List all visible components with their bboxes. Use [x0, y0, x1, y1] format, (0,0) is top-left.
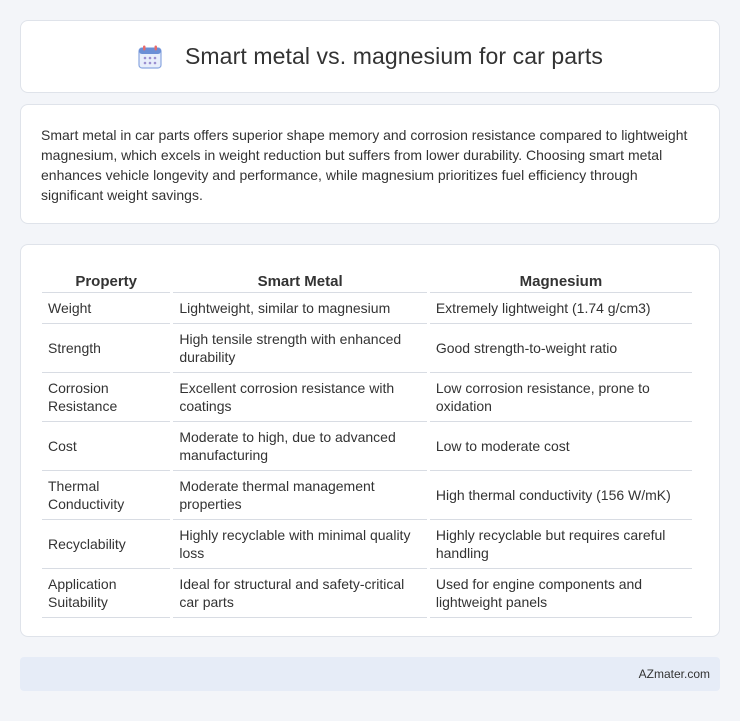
footer — [20, 657, 720, 691]
table-row — [42, 324, 692, 373]
intro-text: Smart metal in car parts offers superior shape memory and corrosion resistance compared to lightweight magnesium, which excels in weight reduction but suffers from lower durability. Choosing smart metal enhances vehicle longevity and performance, while magnesium prioritizes fuel efficiency through significant weight savings. — [41, 127, 688, 203]
intro-card — [20, 104, 720, 224]
calendar-icon — [137, 44, 163, 70]
smart-metal-cell: Moderate to high, due to advanced manufacturing — [173, 422, 426, 471]
table-row — [42, 471, 692, 520]
title-card — [20, 20, 720, 93]
magnesium-cell: Extremely lightweight (1.74 g/cm3) — [430, 293, 692, 324]
table-header-row — [42, 265, 692, 293]
smart-metal-cell: Ideal for structural and safety-critical car parts — [173, 569, 426, 618]
property-cell: Thermal Conductivity — [42, 471, 170, 520]
table-row — [42, 293, 692, 324]
table-card — [20, 244, 720, 637]
smart-metal-cell: Lightweight, similar to magnesium — [173, 293, 426, 324]
magnesium-cell: Good strength-to-weight ratio — [430, 324, 692, 373]
footer-brand: AZmater.com — [638, 667, 710, 681]
property-cell: Weight — [42, 293, 170, 324]
comparison-table — [39, 265, 695, 618]
header-magnesium: Magnesium — [430, 265, 692, 293]
smart-metal-cell: Highly recyclable with minimal quality loss — [173, 520, 426, 569]
table-row — [42, 373, 692, 422]
table-row — [42, 520, 692, 569]
table-row — [42, 569, 692, 618]
table-row — [42, 422, 692, 471]
smart-metal-cell: Moderate thermal management properties — [173, 471, 426, 520]
smart-metal-cell: High tensile strength with enhanced durability — [173, 324, 426, 373]
magnesium-cell: Low corrosion resistance, prone to oxidation — [430, 373, 692, 422]
smart-metal-cell: Excellent corrosion resistance with coatings — [173, 373, 426, 422]
magnesium-cell: Used for engine components and lightweight panels — [430, 569, 692, 618]
property-cell: Strength — [42, 324, 170, 373]
magnesium-cell: High thermal conductivity (156 W/mK) — [430, 471, 692, 520]
property-cell: Cost — [42, 422, 170, 471]
header-smart-metal: Smart Metal — [173, 265, 426, 293]
magnesium-cell: Highly recyclable but requires careful handling — [430, 520, 692, 569]
property-cell: Recyclability — [42, 520, 170, 569]
page-title: Smart metal vs. magnesium for car parts — [184, 43, 604, 69]
property-cell: Corrosion Resistance — [42, 373, 170, 422]
property-cell: Application Suitability — [42, 569, 170, 618]
header-property: Property — [42, 265, 170, 293]
magnesium-cell: Low to moderate cost — [430, 422, 692, 471]
